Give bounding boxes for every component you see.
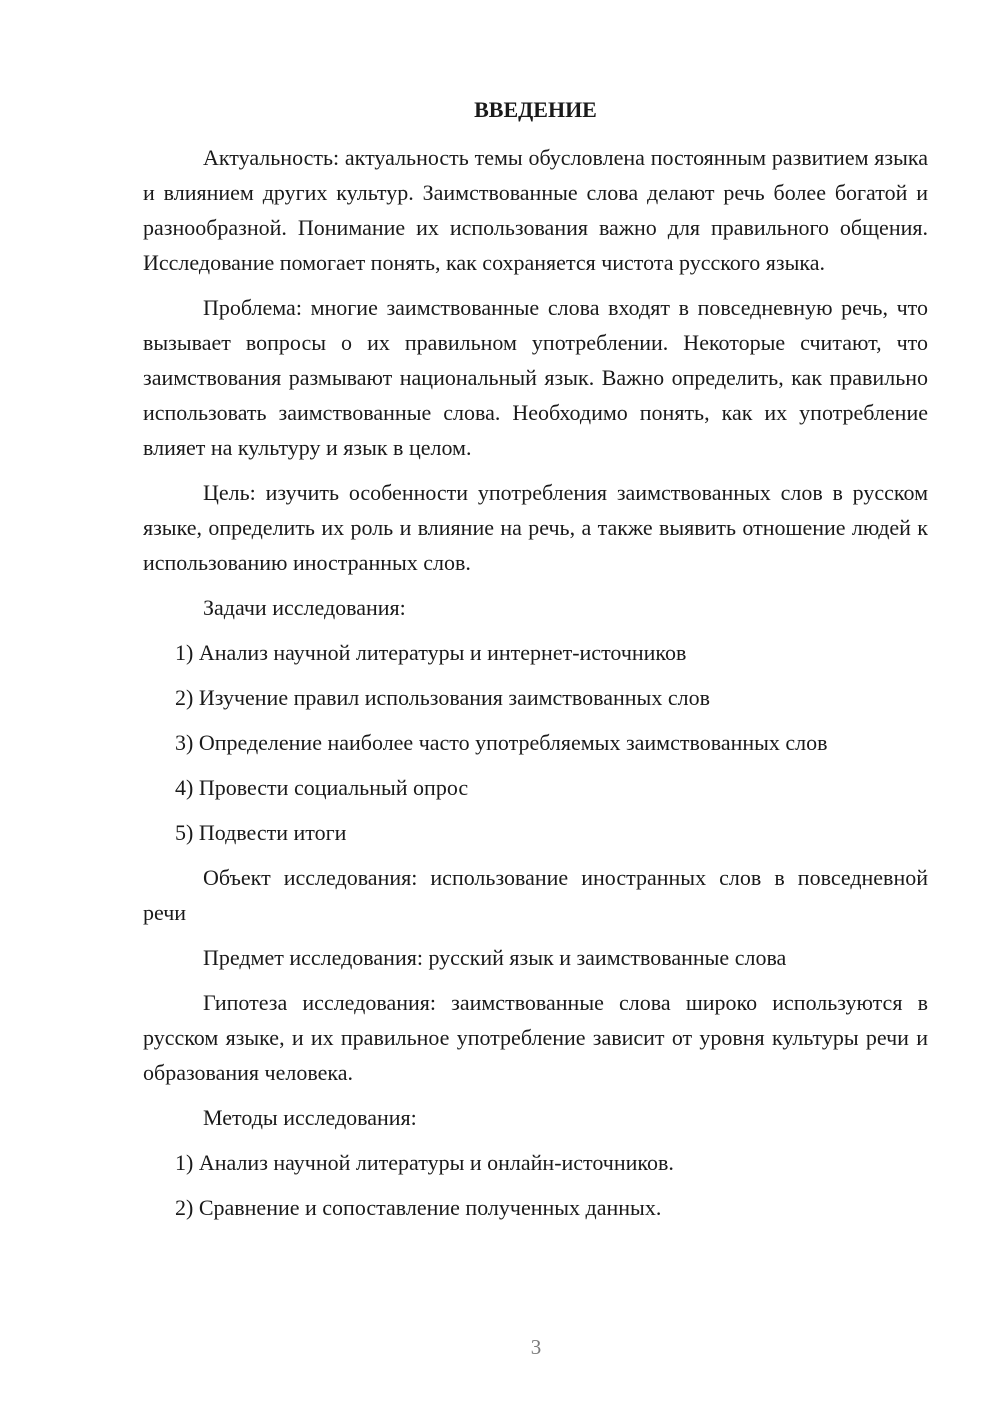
section-heading: ВВЕДЕНИЕ (474, 97, 597, 122)
page-number: 3 (530, 1335, 542, 1359)
method-item: 2) Сравнение и сопоставление полученных данных. (175, 1195, 662, 1220)
goal-paragraph: Цель: изучить особенности употребления заимствованных слов в русском языке, определить их роль и влияние на речь, а также выявить отношение людей к использованию иностранных слов. (143, 480, 928, 575)
task-item: 3) Определение наиболее часто употребляемых заимствованных слов (175, 730, 828, 755)
object-paragraph: Объект исследования: использование иностранных слов в повседневной речи (143, 865, 928, 925)
task-item: 5) Подвести итоги (175, 820, 347, 845)
relevance-paragraph: Актуальность: актуальность темы обусловлена постоянным развитием языка и влиянием других культур. Заимствованные слова делают речь более богатой и разнообразной. Понимание их использования важно для правильного общения. Исследование помогает понять, как сохраняется чистота русского языка. (143, 145, 928, 275)
method-item: 1) Анализ научной литературы и онлайн-источников. (175, 1150, 674, 1175)
tasks-title: Задачи исследования: (203, 595, 406, 620)
problem-paragraph: Проблема: многие заимствованные слова входят в повседневную речь, что вызывает вопросы о их правильном употреблении. Некоторые считают, что заимствования размывают национальный язык. Важно определить, как правильно использовать заимствованные слова. Необходимо понять, как их употребление влияет на культуру и язык в целом. (143, 295, 928, 460)
methods-title: Методы исследования: (203, 1105, 417, 1130)
page-content (143, 92, 928, 1235)
task-item: 4) Провести социальный опрос (175, 775, 469, 800)
hypothesis-paragraph: Гипотеза исследования: заимствованные слова широко используются в русском языке, и их правильное употребление зависит от уровня культуры речи и образования человека. (143, 990, 928, 1085)
task-item: 1) Анализ научной литературы и интернет-источников (175, 640, 687, 665)
task-item: 2) Изучение правил использования заимствованных слов (175, 685, 710, 710)
subject-paragraph: Предмет исследования: русский язык и заимствованные слова (203, 945, 787, 970)
